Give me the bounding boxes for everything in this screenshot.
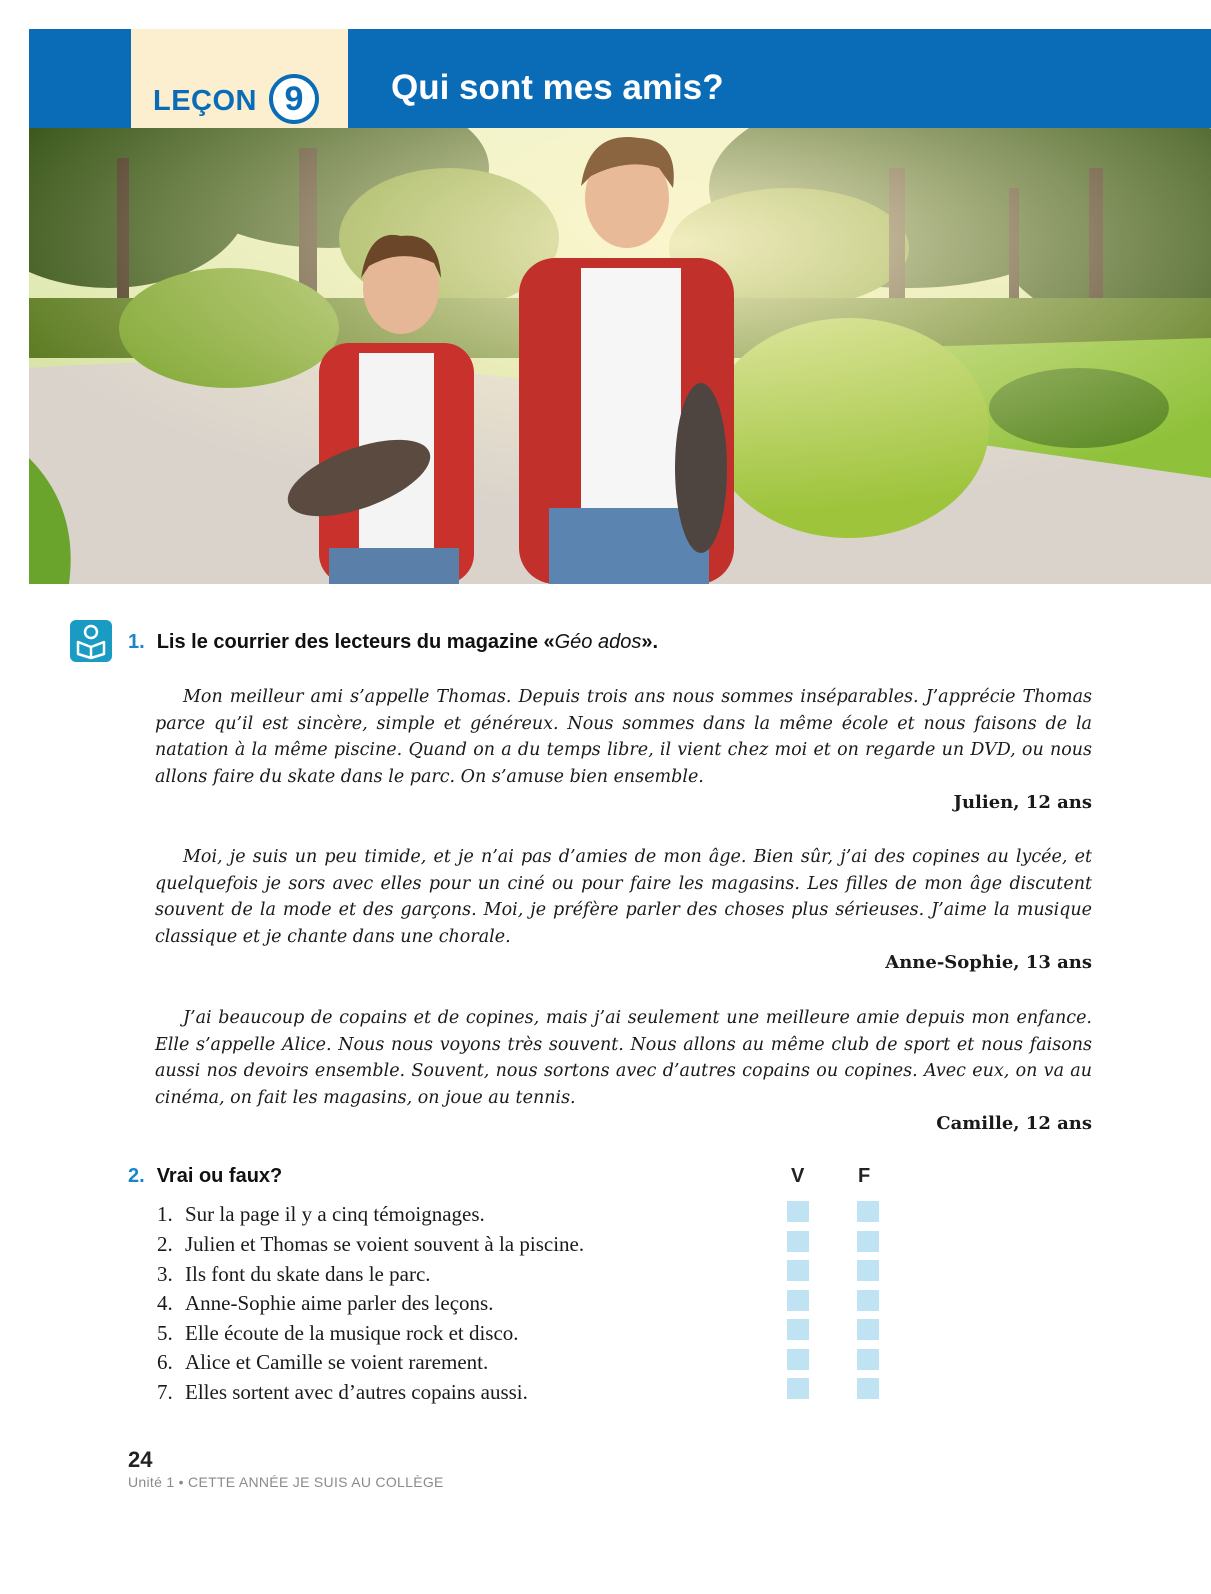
checkbox-f-4[interactable]	[857, 1290, 879, 1311]
exercise-2-label: Vrai ou faux?	[156, 1165, 283, 1187]
statement-text: Alice et Camille se voient rarement.	[185, 1350, 489, 1374]
magazine-name: Géo ados	[554, 631, 642, 653]
statement-1	[157, 1202, 485, 1227]
letter-julien: Mon meilleur ami s’appelle Thomas. Depuis trois ans nous sommes inséparables. J’apprécie Thomas parce qu’il est sincère, simple et généreux. Nous sommes dans la même école et nous faisons de la natation à la même piscine. Quand on a du temps libre, il vient chez moi et on regarde un DVD, ou nous allons faire du skate dans le parc. On s’amuse bien ensemble.	[155, 687, 1092, 787]
checkbox-v-4[interactable]	[787, 1290, 809, 1311]
statement-number: 3.	[157, 1262, 173, 1286]
letter-camille: J’ai beaucoup de copains et de copines, mais j’ai seulement une meilleure amie depuis mon enfance. Elle s’appelle Alice. Nous nous voyons très souvent. Nous allons au même club de sport et nous faisons aussi nos devoirs ensemble. Souvent, nous sortons avec d’autres copains ou copines. Avec eux, on va au cinéma, on fait les magasins, on joue au tennis.	[155, 1008, 1092, 1108]
statement-number: 2.	[157, 1232, 173, 1256]
statement-4	[157, 1291, 493, 1316]
checkbox-f-2[interactable]	[857, 1231, 879, 1252]
checkbox-f-5[interactable]	[857, 1319, 879, 1340]
lesson-word: LEÇON	[153, 85, 257, 117]
checkbox-v-1[interactable]	[787, 1201, 809, 1222]
exercise-1-number: 1.	[128, 631, 145, 653]
exercise-2-title	[128, 1165, 282, 1188]
photo-two-boys-with-skateboards	[29, 128, 1211, 584]
checkbox-v-7[interactable]	[787, 1378, 809, 1399]
statement-number: 1.	[157, 1202, 173, 1226]
page-number: 24	[128, 1447, 153, 1472]
statement-3	[157, 1262, 431, 1287]
exercise-1-instruction: Lis le courrier des lecteurs du magazine «	[156, 631, 555, 653]
exercise-1-instruction-end: ».	[641, 631, 659, 653]
statement-5	[157, 1321, 519, 1346]
column-header-vrai: V	[791, 1165, 805, 1187]
reading-book-icon	[70, 620, 112, 662]
signature-camille: Camille, 12 ans	[936, 1113, 1092, 1134]
checkbox-v-5[interactable]	[787, 1319, 809, 1340]
statement-number: 4.	[157, 1291, 173, 1315]
checkbox-v-2[interactable]	[787, 1231, 809, 1252]
statement-text: Sur la page il y a cinq témoignages.	[185, 1202, 485, 1226]
signature-julien: Julien, 12 ans	[953, 792, 1092, 813]
unit-caption: Unité 1 • CETTE ANNÉE JE SUIS AU COLLÈGE	[128, 1474, 444, 1490]
statement-text: Anne-Sophie aime parler des leçons.	[185, 1291, 494, 1315]
checkbox-f-1[interactable]	[857, 1201, 879, 1222]
statement-text: Elle écoute de la musique rock et disco.	[185, 1321, 519, 1345]
column-header-faux: F	[858, 1165, 871, 1187]
letter-anne-sophie: Moi, je suis un peu timide, et je n’ai pas d’amies de mon âge. Bien sûr, j’ai des copines au lycée, et quelquefois je sors avec elles pour un ciné ou pour faire les magasins. Les filles de mon âge discutent souvent de la mode et des garçons. Moi, je préfère parler des choses plus sérieuses. J’aime la musique classique et je chante dans une chorale.	[155, 847, 1092, 947]
checkbox-v-3[interactable]	[787, 1260, 809, 1281]
statement-2	[157, 1232, 584, 1257]
checkbox-f-6[interactable]	[857, 1349, 879, 1370]
statement-text: Julien et Thomas se voient souvent à la piscine.	[185, 1232, 585, 1256]
exercise-1-title	[128, 631, 658, 654]
checkbox-f-7[interactable]	[857, 1378, 879, 1399]
statement-text: Ils font du skate dans le parc.	[185, 1262, 431, 1286]
signature-anne-sophie: Anne-Sophie, 13 ans	[885, 952, 1092, 973]
lesson-title: Qui sont mes amis?	[391, 68, 724, 107]
statement-6	[157, 1350, 488, 1375]
exercise-2-number: 2.	[128, 1165, 145, 1187]
statement-text: Elles sortent avec d’autres copains aussi.	[185, 1380, 528, 1404]
statement-number: 7.	[157, 1380, 173, 1404]
lesson-number-badge: 9	[269, 74, 319, 124]
statement-number: 5.	[157, 1321, 173, 1345]
statement-7	[157, 1380, 528, 1405]
checkbox-f-3[interactable]	[857, 1260, 879, 1281]
checkbox-v-6[interactable]	[787, 1349, 809, 1370]
statement-number: 6.	[157, 1350, 173, 1374]
